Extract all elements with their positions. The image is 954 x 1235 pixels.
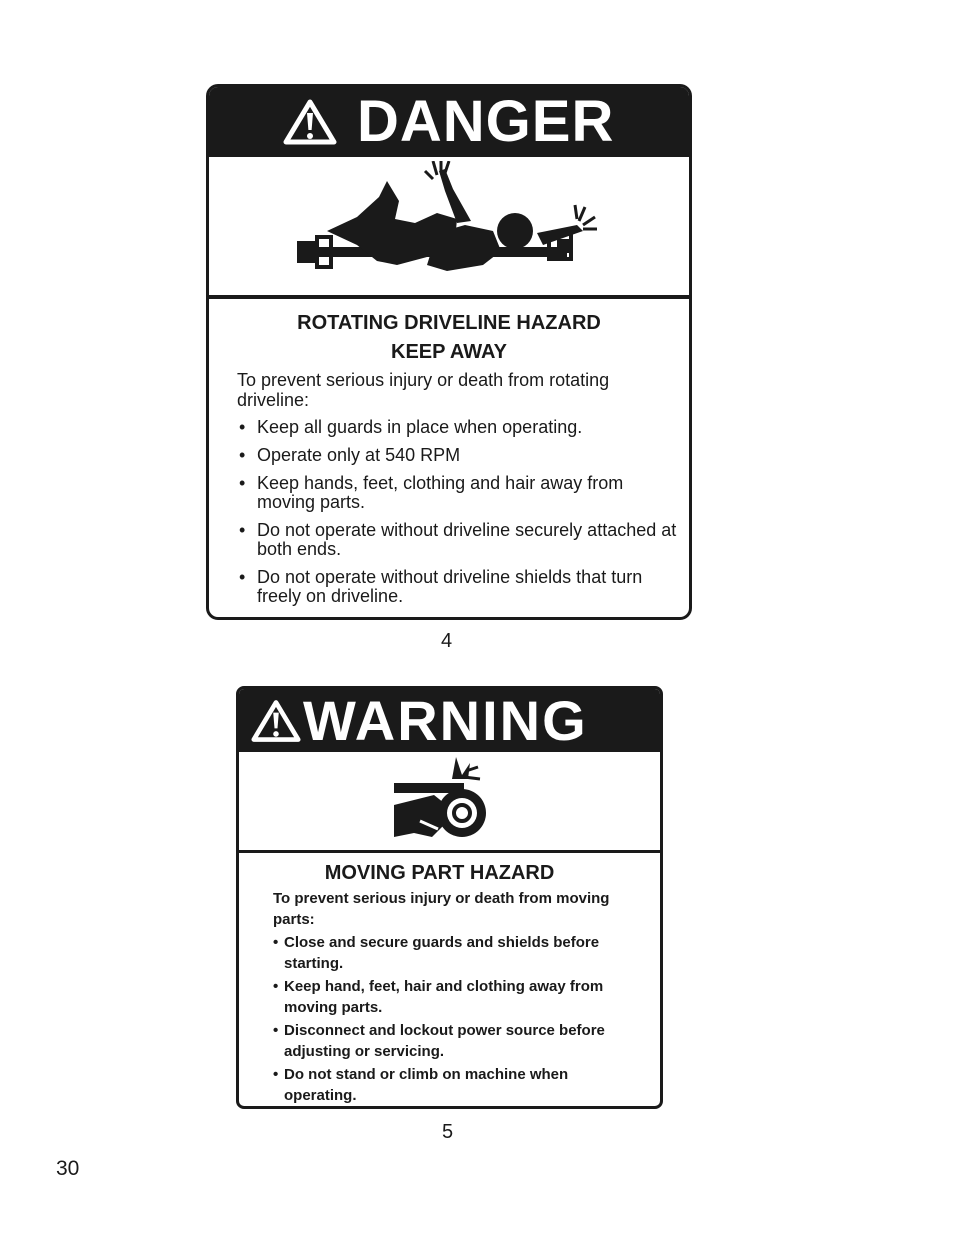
danger-bullet-2: • Operate only at 540 RPM: [237, 446, 677, 465]
danger-instruction-list: [237, 418, 677, 615]
danger-title-line-2: KEEP AWAY: [391, 341, 507, 363]
warning-triangle-icon: [283, 99, 337, 145]
danger-bullet-4: • Do not operate without driveline securely attached at both ends.: [237, 521, 677, 559]
warning-safety-decal: [236, 686, 663, 1109]
warning-bullet-3: • Disconnect and lockout power source before adjusting or servicing.: [273, 1020, 633, 1062]
danger-bullet-1: • Keep all guards in place when operating.: [237, 418, 677, 437]
figure-number-5: 5: [442, 1121, 454, 1143]
figure-number-4: 4: [441, 630, 453, 652]
warning-bullet-1: • Close and secure guards and shields before starting.: [273, 932, 633, 974]
hand-caught-in-pulley-icon: [394, 757, 494, 845]
warning-pictogram: [239, 752, 660, 853]
danger-title: [209, 309, 689, 367]
danger-header: [209, 87, 689, 157]
danger-signal-word: DANGER: [357, 89, 615, 154]
warning-bullet-2: • Keep hand, feet, hair and clothing away from moving parts.: [273, 976, 633, 1018]
danger-intro-text: To prevent serious injury or death from rotating driveline:: [237, 370, 610, 410]
warning-signal-word: WARNING: [303, 689, 588, 752]
warning-header: [239, 689, 660, 752]
danger-bullet-3: • Keep hands, feet, clothing and hair away from moving parts.: [237, 474, 677, 512]
danger-bullet-5: • Do not operate without driveline shields that turn freely on driveline.: [237, 568, 677, 606]
danger-title-line-1: ROTATING DRIVELINE HAZARD: [297, 312, 601, 334]
warning-instruction-list: [273, 932, 633, 1108]
warning-bullet-4: • Do not stand or climb on machine when operating.: [273, 1064, 633, 1106]
warning-intro-text: To prevent serious injury or death from moving parts:: [273, 890, 610, 928]
danger-safety-decal: [206, 84, 692, 620]
warning-title: MOVING PART HAZARD: [324, 862, 555, 884]
warning-triangle-icon: [251, 699, 301, 743]
person-entangled-in-driveline-icon: [287, 161, 607, 289]
page-number: 30: [56, 1157, 80, 1180]
danger-pictogram: [209, 157, 689, 299]
